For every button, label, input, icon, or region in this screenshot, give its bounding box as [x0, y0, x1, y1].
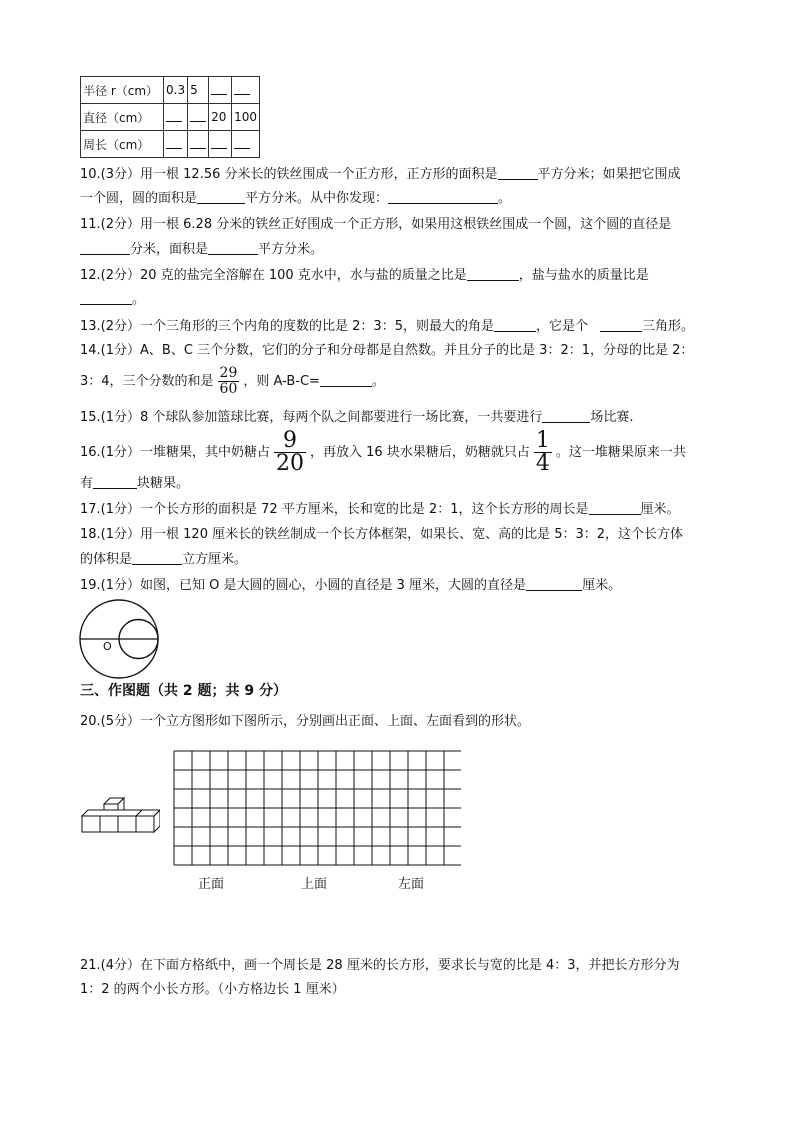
- question-15: 15.(1分）8 个球队参加篮球比赛，每两个队之间都要进行一场比赛，一共要进行 场比赛.: [80, 410, 634, 425]
- question-11-line-1: 11.(2分）用一根 6.28 分米的铁丝正好围成一个正方形，如果用这根铁丝围成一个圆，这个圆的直径是: [80, 217, 672, 232]
- question-19: 19.(1分）如图，已知 O 是大圆的圆心，小圆的直径是 3 厘米，大圆的直径是 厘米。: [80, 578, 622, 593]
- table-cell: 20: [209, 104, 232, 131]
- answer-blank[interactable]: [80, 290, 132, 305]
- fraction-29-60: $\frac{29}{60}$: [219, 365, 238, 397]
- answer-blank[interactable]: [494, 317, 536, 332]
- question-12-line-1: 12.(2分）20 克的盐完全溶解在 100 克水中，水与盐的质量之比是 ，盐与盐水的质量比是: [80, 268, 649, 283]
- answer-blank[interactable]: [80, 240, 130, 255]
- answer-blank[interactable]: [467, 266, 519, 281]
- question-18-line-2: 的体积是 立方厘米。: [80, 552, 248, 567]
- answer-blank[interactable]: [589, 500, 641, 515]
- answer-blank[interactable]: [498, 165, 538, 180]
- answer-blank[interactable]: [542, 408, 590, 423]
- table-cell: 0.3: [164, 77, 188, 104]
- table-row: [81, 131, 260, 158]
- label-left: 左面: [398, 877, 425, 892]
- table-cell: 半径 r（cm）: [81, 77, 164, 104]
- question-14-line-2: 3：4，三个分数的和是 $\frac{29}{60}$ ，则 A-B-C= 。: [80, 365, 385, 397]
- answer-blank[interactable]: [188, 131, 209, 158]
- answer-blank[interactable]: [526, 576, 582, 591]
- question-12-line-2: 。: [80, 290, 730, 309]
- question-20: 20.(5分）一个立方图形如下图所示，分别画出正面、上面、左面看到的形状。: [80, 714, 531, 729]
- question-18-line-1: 18.(1分）用一根 120 厘米长的铁丝制成一个长方体框架，如果长、宽、高的比是 5：3：2，这个长方体: [80, 527, 684, 542]
- circle-diagram: [78, 598, 160, 680]
- question-21-line-1: 21.(4分）在下面方格纸中，画一个周长是 28 厘米的长方形，要求长与宽的比是 4：3，并把长方形分为: [80, 958, 680, 973]
- question-21-line-2: 1：2 的两个小长方形。（小方格边长 1 厘米）: [80, 982, 345, 997]
- table-cell: 直径（cm）: [81, 104, 164, 131]
- answer-blank[interactable]: [164, 131, 188, 158]
- question-17: 17.(1分）一个长方形的面积是 72 平方厘米，长和宽的比是 2：1，这个长方形的周长是 厘米。: [80, 502, 680, 517]
- answer-blank[interactable]: [320, 372, 372, 387]
- answer-blank[interactable]: [164, 104, 188, 131]
- answer-blank[interactable]: [388, 189, 498, 204]
- answer-blank[interactable]: [209, 77, 232, 104]
- table-cell: 5: [188, 77, 209, 104]
- table-row: [81, 77, 260, 104]
- drawing-grid[interactable]: [173, 750, 461, 866]
- center-label-o: O: [103, 640, 112, 653]
- cube-figure: [80, 790, 160, 836]
- label-top: 上面: [301, 877, 328, 892]
- table-cell: 周长（cm）: [81, 131, 164, 158]
- answer-blank[interactable]: [232, 131, 260, 158]
- question-10-line-1: 10.(3分）用一根 12.56 分米长的铁丝围成一个正方形，正方形的面积是 平方分米；如果把它围成: [80, 167, 681, 182]
- answer-blank[interactable]: [132, 550, 182, 565]
- question-10-line-2: 一个圆，圆的面积是 平方分米。从中你发现： 。: [80, 191, 512, 206]
- table-row: [81, 104, 260, 131]
- answer-blank[interactable]: [232, 77, 260, 104]
- answer-blank[interactable]: [208, 240, 258, 255]
- question-14-line-1: 14.(1分）A、B、C 三个分数，它们的分子和分母都是自然数。并且分子的比是 3：2：1，分母的比是 2：: [80, 343, 694, 358]
- fraction-1-4: $\frac{1}{4}$: [535, 428, 550, 476]
- fraction-9-20: $\frac{9}{20}$: [276, 428, 305, 476]
- label-front: 正面: [198, 877, 225, 892]
- section-heading: 三、作图题（共 2 题；共 9 分）: [80, 683, 287, 699]
- answer-blank[interactable]: [197, 189, 245, 204]
- answer-blank[interactable]: [93, 474, 137, 489]
- question-13: 13.(2分）一个三角形的三个内角的度数的比是 2：3：5，则最大的角是 ，它是个 三角形。: [80, 319, 694, 334]
- question-16-line-1: 16.(1分）一堆糖果，其中奶糖占 $\frac{9}{20}$ ，再放入 16 块水果糖后，奶糖就只占 $\frac{1}{4}$ 。这一堆糖果原来一共: [80, 428, 686, 476]
- question-16-line-2: 有 块糖果。: [80, 476, 190, 491]
- answer-blank[interactable]: [188, 104, 209, 131]
- answer-blank[interactable]: [209, 131, 232, 158]
- answer-blank[interactable]: [600, 317, 642, 332]
- question-11-line-2: 分米，面积是 平方分米。: [80, 240, 730, 259]
- table-cell: 100: [232, 104, 260, 131]
- radius-diameter-table: [80, 76, 260, 158]
